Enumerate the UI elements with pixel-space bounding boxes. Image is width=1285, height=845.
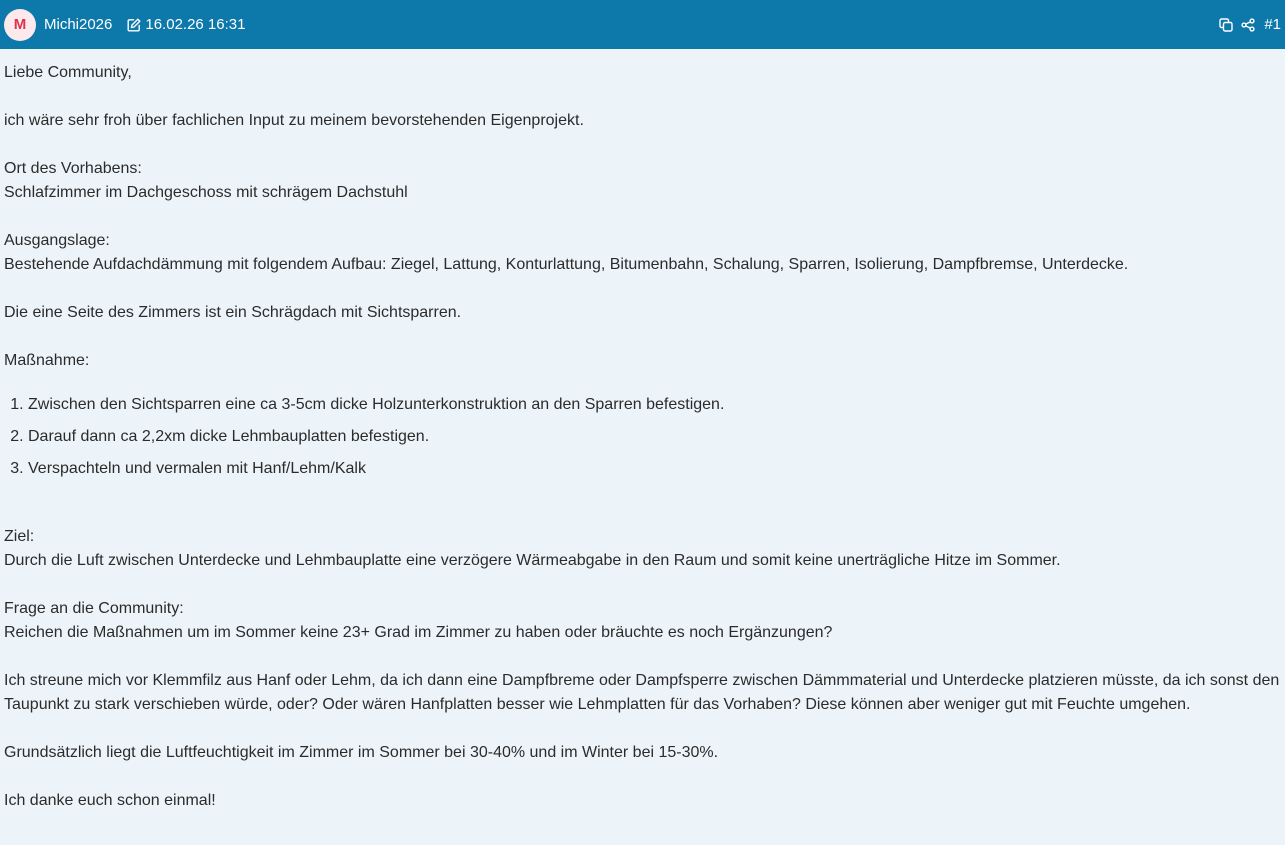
measure-heading: Maßnahme: (4, 352, 90, 369)
situation-text: Bestehende Aufdachdämmung mit folgendem Aufbau: Ziegel, Lattung, Konturlattung, Bitumenbahn, Schalung, Sparren, Isolierung, Dampfbremse, Unterdecke. (4, 256, 1129, 273)
copy-icon[interactable] (1219, 18, 1233, 32)
post-timestamp: 16.02.26 16:31 (145, 16, 246, 33)
greeting: Liebe Community, (4, 64, 132, 81)
closing-text: Ich danke euch schon einmal! (4, 792, 216, 809)
post-actions (1219, 0, 1281, 49)
post-content (0, 49, 1285, 813)
humidity-text: Grundsätzlich liegt die Luftfeuchtigkeit im Zimmer im Sommer bei 30-40% und im Winter bei 15-30%. (4, 744, 719, 761)
location-heading: Ort des Vorhabens: (4, 160, 142, 177)
avatar[interactable]: M (4, 9, 36, 41)
location-text: Schlafzimmer im Dachgeschoss mit schrägem Dachstuhl (4, 184, 408, 201)
post-header (0, 0, 1285, 49)
concern-text: Ich streune mich vor Klemmfilz aus Hanf oder Lehm, da ich dann eine Dampfbreme oder Dampfsperre zwischen Dämmmaterial und Unterdecke platzieren müsste, da ich sonst den Taupunkt zu stark verschieben würde, oder? Oder wären Hanfplatten besser wie Lehmplatten für das Vorhaben? Diese können aber weniger gut mit Feuchte umgehen. (4, 672, 1280, 713)
share-icon[interactable] (1241, 18, 1255, 32)
edit-icon (127, 18, 141, 32)
list-item: 3. Verspachteln und vermalen mit Hanf/Lehm/Kalk (28, 457, 1281, 481)
situation-heading: Ausgangslage: (4, 232, 110, 249)
intro-text: ich wäre sehr froh über fachlichen Input zu meinem bevorstehenden Eigenprojekt. (4, 112, 584, 129)
goal-heading: Ziel: (4, 528, 35, 545)
question-heading: Frage an die Community: (4, 600, 184, 617)
username-link[interactable]: Michi2026 (44, 16, 113, 33)
list-item: 2. Darauf dann ca 2,2xm dicke Lehmbauplatten befestigen. (28, 425, 1281, 449)
measure-steps-list (4, 393, 1281, 481)
list-item: 1. Zwischen den Sichtsparren eine ca 3-5cm dicke Holzunterkonstruktion an den Sparren befestigen. (28, 393, 1281, 417)
goal-text: Durch die Luft zwischen Unterdecke und Lehmbauplatte eine verzögere Wärmeabgabe in den Raum und somit keine unerträgliche Hitze im Sommer. (4, 552, 1061, 569)
room-side-text: Die eine Seite des Zimmers ist ein Schrägdach mit Sichtsparren. (4, 304, 462, 321)
question-text: Reichen die Maßnahmen um im Sommer keine 23+ Grad im Zimmer zu haben oder bräuchte es noch Ergänzungen? (4, 624, 833, 641)
post-number-link[interactable]: #1 (1264, 16, 1281, 33)
